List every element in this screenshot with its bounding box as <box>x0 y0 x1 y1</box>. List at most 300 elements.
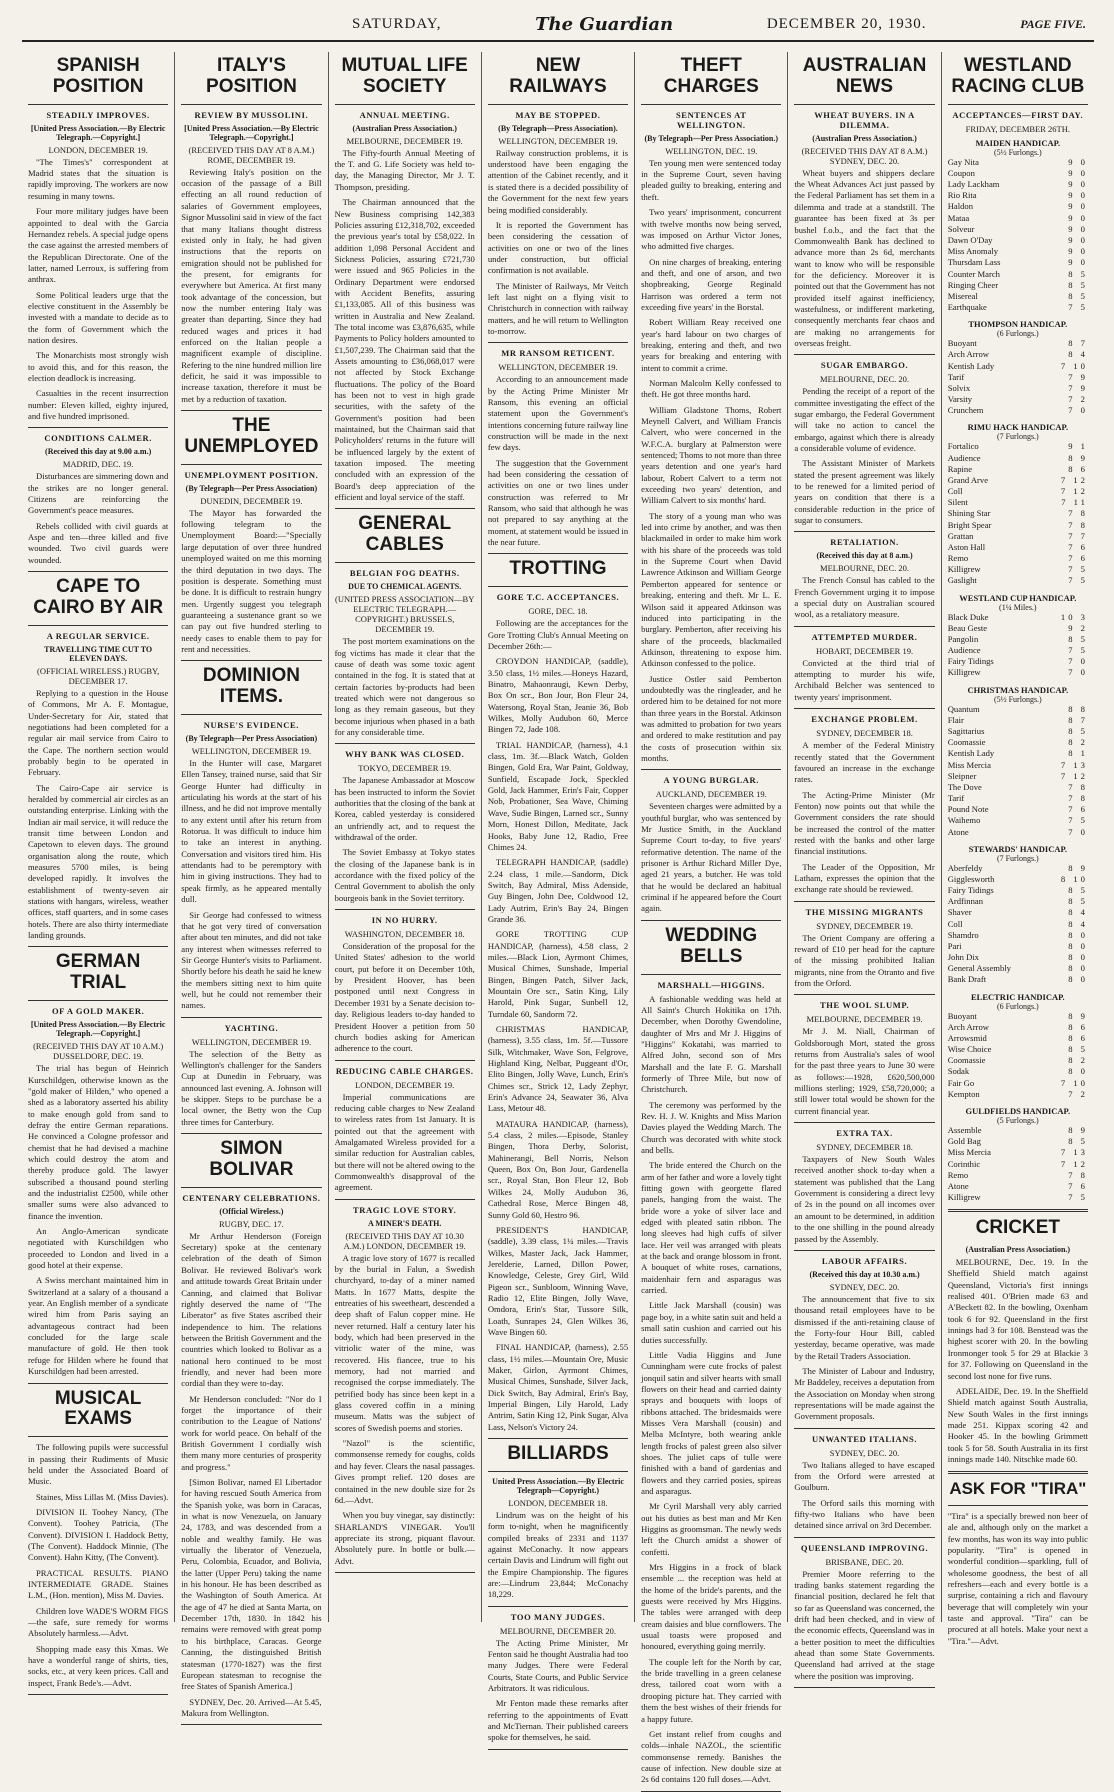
article-paragraph: The trial has begun of Heinrich Kurschildgen, otherwise known as the "gold maker of Hilden," who opened a shed as a laboratory asserted his ability to make enough gold from sand to defray the entire German reparations. He convinced a Cologne professor and chemist that he had devised a machine which could destroy the atom and thereby produce gold. The lawyer subscribed a thousand pound sterling and the industrialist £2500, while other smaller sums were also advanced to finance the invention. <box>28 1063 169 1221</box>
horse-weight: 7 0 <box>1068 405 1088 416</box>
article-dateline: SYDNEY, DEC. 20. <box>829 1447 900 1458</box>
race-distance: (1¼ Miles.) <box>999 602 1037 612</box>
article-paragraph: The Mayor has forwarded the following telegram to the Unemployment Board:—"Specially large deputation of over three hundred unemployed waited on me this morning the third deputation in two days. The position is desperate. Something must be done. It is difficult to restrain hungry men. Urgently suggest you telegraph guaranteeing a sustenance grant so we can pay out five hundred sterling to needy cases to enable them to pay for rent and necessities. <box>181 507 322 654</box>
divider <box>794 1122 934 1123</box>
horse-name: Bright Spear <box>947 519 992 530</box>
article-paragraph: The Japanese Ambassador at Moscow has been instructed to inform the Soviet authorities that the closing of the bank at Korea, cabled yesterday is considered an unfriendly act, and to request the withdrawal of the order. <box>334 775 475 843</box>
horse-weight: 9 1 <box>1068 441 1088 452</box>
article-subhead: THE WOOL SLUMP. <box>820 1000 910 1011</box>
horse-name: Haldon <box>947 201 973 212</box>
article-paragraph: [Simon Bolivar, named El Libertador for having rescued South America from the Spanish yoke, was born in Caracas, in what is now Venezuela, on January 24, 1783, and was descended from a noble and wealthy family. He was virtually the liberator of Venezuela, Peru, Colombia, Ecuador, and Bolivia, the latter (Upper Peru) taking the name in his honour. He has been described as the Washington of South America. At the age of 47 he died at Santa Marta, on December 17th, 1830. In 1842 his remains were removed with great pomp to his birthplace, Caracas. George Canning, the distinguished British statesman (1770-1827) was the first European statesman to recognise the free States of Spanish America.] <box>181 1477 322 1692</box>
article-paragraph: A Swiss merchant maintained him in Switzerland at a salary of a thousand a year. An English member of a syndicate wired him from Paris saying an advantageous contract had been concluded for the large scale manufacture of gold. He then took refuge for Hilden where he found that Kurschildgen had been arrested. <box>28 1275 169 1377</box>
article-subhead: A REGULAR SERVICE. <box>46 630 150 641</box>
horse-weight: 8 9 <box>1068 452 1088 463</box>
article-dateline: SYDNEY, DECEMBER 18. <box>816 728 913 739</box>
horse-weight: 8 5 <box>1068 1044 1088 1055</box>
horse-name: Black Duke <box>947 611 989 622</box>
horse-weight: 8 0 <box>1068 940 1088 951</box>
article-subhead: LABOUR AFFAIRS. <box>821 1255 908 1266</box>
race-entry <box>948 553 1088 564</box>
divider <box>641 104 781 105</box>
article-paragraph: Two Italians alleged to have escaped from the Orford were arrested at Goulburn. <box>794 1459 935 1493</box>
article-dateline: WELLINGTON, DECEMBER 19. <box>191 746 312 757</box>
race-entry <box>948 383 1088 394</box>
article-subhead: SUGAR EMBARGO. <box>820 360 909 371</box>
horse-weight: 8 5 <box>1068 268 1088 279</box>
race-entry <box>948 257 1088 268</box>
article-paragraph: The Minister of Labour and Industry, Mr Baddeley, receives a deputation from the Association on Monday when strong representations will be made against the Government proposals. <box>794 1365 935 1422</box>
race-card <box>948 422 1088 586</box>
article-headline: SIMON BOLIVAR <box>209 1138 294 1180</box>
divider <box>794 354 934 355</box>
article-subhead: MAY BE STOPPED. <box>515 109 601 120</box>
article <box>335 514 475 744</box>
article-paragraph: The French Consul has cabled to the French Government urging it to impose a special duty on Australian scoured wool, as a retaliatory measure. <box>794 575 935 620</box>
horse-name: Tarif <box>947 371 965 382</box>
race-entry <box>948 1159 1088 1170</box>
article-credit: TRAVELLING TIME CUT TO ELEVEN DAYS. <box>44 644 153 663</box>
horse-name: Tarif <box>947 793 965 804</box>
article <box>28 433 168 572</box>
horse-name: Kentish Lady <box>947 360 995 371</box>
race-entry <box>948 612 1088 623</box>
horse-weight: 9 0 <box>1068 179 1088 190</box>
horse-weight: 9 0 <box>1068 212 1088 223</box>
article-subhead: REDUCING CABLE CHARGES. <box>335 1065 474 1076</box>
column-6 <box>788 52 941 1681</box>
horse-weight: 7 13 <box>1060 1147 1088 1158</box>
article-paragraph: Wheat buyers and shippers declare the Wheat Advances Act just passed by the Federal Parliament has set them in a dilemma and trade at a standstill. The guarantee has been fixed at 3s per bushel f.o.b., and the fact that the Commonwealth Bank has declined to advance more than 2s 6d, merchants want to know who will be responsible for the deficiency. Moreover it is pointed out that the Government has not provided itself against inefficiency, wastefulness, or indifferent marketing, consequently merchants fear chaos and are making no arrangements for overseas freight. <box>794 167 935 348</box>
cricket-credit: (Australian Press Association.) <box>965 1245 1071 1255</box>
article-paragraph: The story of a young man who was led into crime by another, and was then blackmailed in order to make him work with his share of the proceeds was told in the Supreme Court when David Lawrence Atkinson and William George Pemberton appeared for sentence or breaking, entering and theft. Mr L. E. Wilson said it appeared Atkinson was induced into participating in the burglary. Pemberton, after receiving his share of the proceeds, blackmailed Atkinson, threatening to expose him. Atkinson confessed to the police. <box>641 510 782 669</box>
race-entry <box>948 179 1088 190</box>
horse-name: Coomassie <box>947 1055 986 1066</box>
article <box>335 1066 475 1200</box>
horse-name: Coll <box>947 918 963 929</box>
divider <box>28 104 168 105</box>
horse-name: Arch Arrow <box>947 1021 989 1032</box>
article-paragraph: The suggestion that the Government had been considering the cessation of activities on one or two lines under construction was referred to Mr Ransom, who said that although he was not prepared to say anything at the moment, at statement would be issued in the near future. <box>487 457 629 548</box>
article-paragraph: A fashionable wedding was held at All Saint's Church Hokitika on 17th. December, when Dorothy Gwendoline, daughter of Mrs and Mr J. Higgins of "Higgins" Kokatahi, was married to Alfred John, second son of Mrs Marshall and the late F. G. Marshall formerly of Three Mile, but now of Christchurch. <box>641 993 782 1095</box>
horse-name: Rapine <box>947 463 973 474</box>
divider <box>794 1428 934 1429</box>
race-entry <box>948 235 1088 246</box>
race-entry <box>948 497 1088 508</box>
column-7 <box>942 52 1094 1646</box>
columns <box>22 52 1094 1785</box>
divider <box>488 104 628 105</box>
horse-weight: 7 10 <box>1060 1077 1088 1088</box>
race-entry <box>948 1181 1088 1192</box>
horse-name: Varsity <box>947 394 973 405</box>
horse-weight: 8 0 <box>1068 974 1088 985</box>
column-1 <box>22 52 175 1688</box>
horse-weight: 8 0 <box>1068 1066 1088 1077</box>
article-paragraph: The Cairo-Cape air service is heralded by commercial air circles as an outstanding enterprise. Linking with the Indian air mail service, it will reduce the transit time between London and Capetown to eleven days. The ground organisation along the route, which measures 5700 miles, is being developed rapidly. It involves the establishment of twenty-seven air stations with hangars, wireless, weather offices, staff quarters, and in some cases hotels. There are also thirty intermediate landing grounds. <box>28 782 169 941</box>
masthead-paper-name: The Guardian <box>535 14 674 35</box>
racing-subhead: ACCEPTANCES—FIRST DAY. <box>952 109 1084 120</box>
article-subhead: OF A GOLD MAKER. <box>51 1006 145 1017</box>
horse-weight: 8 6 <box>1068 1021 1088 1032</box>
article-dateline: MELBOURNE, DECEMBER 19. <box>806 1014 923 1025</box>
race-entry <box>948 1022 1088 1033</box>
article <box>641 56 781 770</box>
article <box>794 1543 934 1688</box>
article-paragraph: Premier Moore referring to the trading banks statement regarding the financial position, declared he felt that so far as Queensland was concerned, the drift had been checked, and in view of the economic effects, Queensland was in a better position to meet the difficulties ahead than some State Governments. Queensland had arrived at the stage where the position was improving. <box>794 1568 935 1681</box>
article-paragraph: Rebels collided with civil guards at Aspe and ten—three killed and five wounded. Two civil guards were wounded. <box>28 520 169 565</box>
horse-weight: 8 9 <box>1068 1010 1088 1021</box>
horse-weight: 8 9 <box>1068 862 1088 873</box>
article-paragraph: The ceremony was performed by the Rev. H. J. W. Knights and Miss Marion Davies played the Wedding March. The Church was decorated with white stock and bells. <box>641 1099 782 1155</box>
horse-name: Sagittarius <box>947 726 985 736</box>
horse-name: Waihemo <box>947 815 981 826</box>
article-paragraph: CHRISTMAS HANDICAP, (harness), 3.55 class, 1m. 5f.—Tussore Silk, Witchmaker, Wave Son, Felgrove, Highland King, Nelbar, Puggeant d'Or, Elito Bingen, Jolly Wave, Lunch, Erin's Chimes scr., Strick 12, Lady Zephyr, Erin's Advance 24, Seawater 36, Alva Lass, Metour 48. <box>487 1024 629 1114</box>
article-dateline: HOBART, DECEMBER 19. <box>816 645 914 656</box>
race-entry <box>948 280 1088 291</box>
horse-name: Kempton <box>947 1088 980 1099</box>
article <box>335 1205 475 1573</box>
horse-name: Buoyant <box>947 338 977 349</box>
divider <box>181 410 321 411</box>
horse-weight: 7 12 <box>1060 486 1088 497</box>
race-entry <box>948 1192 1088 1203</box>
divider <box>28 1694 168 1695</box>
article-paragraph: DIVISION II. Toohey Nancy, (The Convent). Toohey Patricia, (The Convent). DIVISION I. Haddock Betty, (The Convent). Haddock Minnie, (The Convent). Hahn Kitty, (The Convent). <box>28 1507 169 1563</box>
race-entry <box>948 405 1088 416</box>
article-paragraph: The announcement that five to six thousand retail employees have to be dismissed if the anti-retaining clause of the Forty-four Hour Bill, cabled yesterday, became operative, was made by the Retail Traders Association. <box>794 1293 935 1361</box>
article-paragraph: SYDNEY, Dec. 20. Arrived—At 5.45, Makura from Wellington. <box>181 1696 322 1718</box>
article-paragraph: Little Jack Marshall (cousin) was page boy, in a white satin suit and held a small satin cushion and carried out his duties successfully. <box>641 1300 782 1345</box>
article-subhead: REVIEW BY MUSSOLINI. <box>194 109 309 120</box>
race-entry <box>948 168 1088 179</box>
article-credit: (Received this day at 8 a.m.) <box>816 551 913 561</box>
horse-weight: 8 5 <box>1068 290 1088 301</box>
article-headline: MUTUAL LIFE SOCIETY <box>341 55 468 97</box>
horse-weight: 8 5 <box>1068 896 1088 907</box>
article-paragraph: Imperial communications are reducing cable charges to New Zealand to wireless rates from 1st January. It is pointed out that the agreement with Amalgamated Wireless provided for a similar reduction for Australian cables, but there will not be altered owing to the Commonwealth's disapproval of the agreement. <box>334 1091 475 1193</box>
article-paragraph: The Orford sails this morning with fifty-two Italians who have been detained since arrival on 3rd December. <box>794 1497 935 1531</box>
article-paragraph: GORE TROTTING CUP HANDICAP, (harness), 4.58 class, 2 miles.—Black Lion, Ayrmont Chimes, Musical Chimes, Sunshade, Imperial Bingen, Bingen Patch, Silver Jack, Mountain Ore scr., Satin King, Lily Harold, Pink Sugar, Sunbell 12, Turndale 60, Sandorm 72. <box>487 929 629 1019</box>
article-paragraph: The Minister of Railways, Mr Veitch left last night on a flying visit to Christchurch in connection with railway matters, and he will return to Wellington to-morrow. <box>487 280 629 336</box>
article-paragraph: Disturbances are simmering down and the strikes are no longer general. Citizens are reinforcing the Government's peace measures. <box>28 471 169 516</box>
horse-weight: 7 6 <box>1068 1180 1088 1191</box>
article-credit: (By Telegraph—Press Association). <box>498 123 618 133</box>
horse-weight: 7 0 <box>1068 826 1088 837</box>
article <box>488 56 628 343</box>
horse-name: Corinthic <box>947 1158 981 1169</box>
article <box>794 907 934 996</box>
race-entry <box>948 486 1088 497</box>
race-distance: (7 Furlongs.) <box>996 432 1039 442</box>
divider <box>28 427 168 428</box>
article-paragraph: An Anglo-American syndicate negotiated with Kurschildgen who proceeded to London and lived in a good hotel at their expense. <box>28 1226 169 1271</box>
horse-weight: 7 6 <box>1068 804 1088 815</box>
race-entry <box>948 201 1088 212</box>
article-paragraph: Little Vadia Higgins and June Cunningham were cute frocks of palest jonquil satin and silver hearts with small flowers on their head and carried dainty sprays and bouquets with loops of ribbons attached. The bridesmaids were Misses Vera Marshall (cousin) and Melba McIntyre, both wearing ankle length frocks of palest green also silver shoes. The juliet caps of tulle were finished with a band of gardenias and flowers and they carried posies, spireas and asparagus. <box>641 1349 782 1496</box>
race-entry <box>948 213 1088 224</box>
divider <box>181 1187 321 1188</box>
horse-name: Gigglesworth <box>947 873 995 884</box>
race-entry <box>948 974 1088 985</box>
article-credit: (Official Wireless.) <box>219 1206 284 1216</box>
race-entry <box>948 1044 1088 1055</box>
race-entry <box>948 930 1088 941</box>
horse-name: General Assembly <box>947 963 1011 974</box>
divider <box>794 1687 934 1688</box>
race-name: STEWARDS' HANDICAP. <box>968 843 1068 854</box>
race-entry <box>948 224 1088 235</box>
divider <box>488 1606 628 1607</box>
horse-weight: 7 9 <box>1068 371 1088 382</box>
horse-name: Miss Mercia <box>947 759 991 770</box>
horse-weight: 7 2 <box>1068 394 1088 405</box>
article <box>335 749 475 910</box>
masthead-page-number: PAGE FIVE. <box>1020 17 1086 31</box>
article-paragraph: On nine charges of breaking, entering and theft, and one of arson, and two shopbreaking, George Reginald Harrison was ordered a term not exceeding five years' in the Borstal. <box>641 256 782 312</box>
article-paragraph: The Acting-Prime Minister (Mr Fenton) now points out that while the Government considers the rate should be increased the control of the matter rested with the banks and other large financial institutions. <box>794 789 935 857</box>
article-paragraph: When you buy vinegar, say distinctly: SHARLAND'S VINEGAR. You'll appreciate its strong, piquant flavour. Absolutely pure. In bottle or bulk.—Advt. <box>334 1510 475 1566</box>
horse-weight: 7 0 <box>1068 667 1088 678</box>
race-entry <box>948 952 1088 963</box>
article-paragraph: The Acting Prime Minister, Mr Fenton said he thought Australia had too many Judges. There were Federal Courts, State Courts, and Public Service Arbitrators. It was ridiculous. <box>487 1637 629 1694</box>
horse-name: Fairy Tidings <box>947 885 994 896</box>
race-entry <box>948 656 1088 667</box>
divider <box>28 1383 168 1384</box>
race-card <box>948 593 1088 679</box>
divider <box>181 1724 321 1725</box>
race-list <box>948 138 1088 1203</box>
article-credit: [United Press Association.—By Electric Telegraph.—Copyright.] <box>184 123 319 142</box>
horse-weight: 7 10 <box>1060 360 1088 371</box>
divider <box>794 994 934 995</box>
article-subhead: A YOUNG BURGLAR. <box>663 775 759 786</box>
article-credit: [United Press Association.—By Electric Telegraph.—Copyright.] <box>30 1020 166 1039</box>
article-paragraph: Some Political leaders urge that the elective constituent in the Assembly be invested with a mandate to decide as to the form of Government which the nation desires. <box>28 289 169 345</box>
article-dateline: SYDNEY, DECEMBER 18. <box>816 1142 913 1153</box>
race-entry <box>948 246 1088 257</box>
race-entry <box>948 1089 1088 1100</box>
divider <box>28 1436 168 1437</box>
article-subhead: EXTRA TAX. <box>836 1128 893 1139</box>
divider <box>641 1791 781 1792</box>
horse-weight: 8 5 <box>1068 1136 1088 1147</box>
race-entry <box>948 1066 1088 1077</box>
racing-headline: WESTLAND RACING CLUB <box>951 55 1085 97</box>
horse-name: Counter March <box>947 268 1000 279</box>
cricket-headline: CRICKET <box>975 1217 1061 1239</box>
article-paragraph: According to an announcement made by the Acting Prime Minister Mr Ransom, this evening an official statement upon the Government's intentions concerning future railway line construction will be made in the next few days. <box>487 374 629 453</box>
horse-name: Gaslight <box>947 575 977 586</box>
article-paragraph: Mr Fenton made these remarks after referring to the appointments of Evatt and McTiernan. Their published careers spoke for themselves, he said. <box>487 1698 629 1743</box>
horse-name: Sleipner <box>947 770 977 781</box>
horse-weight: 7 11 <box>1061 497 1088 508</box>
divider <box>335 1572 475 1573</box>
horse-weight: 8 5 <box>1068 633 1088 644</box>
article-subhead: RETALIATION. <box>830 537 899 548</box>
article-paragraph: Seventeen charges were admitted by a youthful burglar, who was sentenced by Mr Justice Smith, in the Auckland Supreme Court to-day, to five years' reformative detention. The name of the prisoner is Arthur Richard Miller Dye, aged 21 years, a butcher. He was told that he would be declared an habitual criminal if he appeared before the Court again. <box>641 801 782 914</box>
horse-weight: 8 5 <box>1068 726 1088 736</box>
article <box>794 56 934 355</box>
horse-name: Shaver <box>947 907 972 918</box>
race-distance: (5½ Furlongs.) <box>993 147 1042 157</box>
article-dateline: SYDNEY, DECEMBER 19. <box>816 920 913 931</box>
horse-name: Fairy Tidings <box>947 656 994 667</box>
article-paragraph: Four more military judges have been appointed to deal with the Garcia Hernandez rebels. A special judge opens the case against the arrested members of the Republican Directorate. One of the latter, named Lerroux, is suffering from anthrax. <box>28 206 169 285</box>
horse-weight: 7 8 <box>1068 793 1088 804</box>
article-dateline: LONDON, DECEMBER 19. <box>355 1079 455 1090</box>
divider <box>641 974 781 975</box>
article-dateline: WASHINGTON, DECEMBER 18. <box>344 929 465 940</box>
race-entry <box>948 1055 1088 1066</box>
article-paragraph: In the Hunter will case, Margaret Ellen Tansey, trained nurse, said that Sir George Hunter had difficulty in articulating his words at the start of his illness, and he did not improve mentally to any extent until after his return from Rotorua. It was difficult to induce him to take an interest in anything. Conversation and visitors tired him. His attendants had to be peremptory with him in giving instructions. They had to speak firmly, as he appeared mentally dull. <box>181 758 322 905</box>
article-headline: ITALY'S POSITION <box>206 55 297 97</box>
horse-name: Wise Choice <box>947 1044 992 1055</box>
horse-name: Sodak <box>947 1066 970 1077</box>
article-subhead: WHY BANK WAS CLOSED. <box>345 749 465 760</box>
masthead-date: DECEMBER 20, 1930. <box>766 16 927 32</box>
article <box>28 952 168 1383</box>
horse-name: Shining Star <box>947 508 991 519</box>
divider <box>794 104 934 105</box>
article-subhead: ANNUAL MEETING. <box>359 109 450 120</box>
article-headline: TROTTING <box>509 558 607 580</box>
horse-name: Pound Note <box>947 804 989 815</box>
article-subhead: ATTEMPTED MURDER. <box>811 631 918 642</box>
article-paragraph: The Orient Company are offering a reward of £10 per head for the capture of the missing prohibited Italian migrants, nine from the Otranto and five from the Orford. <box>794 932 935 988</box>
article-dateline: RUGBY, DEC. 17. <box>219 1218 284 1229</box>
horse-weight: 7 5 <box>1068 645 1088 656</box>
race-entry <box>948 508 1088 519</box>
race-entry <box>948 634 1088 645</box>
article-credit: [United Press Association.—By Electric Telegraph.—Copyright.] <box>30 123 166 142</box>
horse-weight: 8 5 <box>1068 279 1088 290</box>
horse-weight: 7 8 <box>1068 1169 1088 1180</box>
article-subhead: BELGIAN FOG DEATHS. <box>349 568 460 579</box>
divider <box>641 769 781 770</box>
race-entry <box>948 269 1088 280</box>
article-dateline: LONDON, DECEMBER 19. <box>48 144 148 155</box>
article <box>335 915 475 1060</box>
divider <box>948 1209 1088 1212</box>
article <box>794 1000 934 1123</box>
article-paragraph: Justice Ostler said Pemberton undoubtedly was the ringleader, and he ordered him to be detained for not more than three years in the Borstal. Atkinson was admitted to probation for two years and ordered to make restitution and pay the costs of prosecution within six months. <box>641 673 782 763</box>
article-dateline: (RECEIVED THIS DAY AT 8 A.M.) ROME, DECEMBER 19. <box>188 144 315 165</box>
horse-weight: 9 2 <box>1068 622 1088 633</box>
article <box>488 559 628 1439</box>
horse-name: Buoyant <box>947 1010 977 1021</box>
article-headline: WEDDING BELLS <box>665 924 758 967</box>
divider <box>794 626 934 627</box>
article-paragraph: Mr Cyril Marshall very ably carried out his duties as best man and Mr Ken Higgins as groomsman. The newly weds left the Church amidst a shower of confetti. <box>641 1501 782 1557</box>
divider <box>794 531 934 532</box>
article-paragraph: The bride entered the Church on the arm of her father and wore a lovely tight fitting gown with georgette flared panels, hanging from the waist. The bride wore a yoke of silver lace and edged with pleated satin ribbon. The long sleeves had high cuffs of silver lace. Her veil was arranged with pleats at the back and orange blossom in front. A bouquet of white roses, carnations, maidenhair fern and asparagus was carried. <box>641 1160 782 1296</box>
horse-name: Silent <box>947 497 968 508</box>
divider <box>488 342 628 343</box>
divider <box>28 1000 168 1001</box>
horse-weight: 7 12 <box>1060 474 1088 485</box>
horse-name: Gold Bag <box>947 1136 981 1147</box>
horse-name: Coll <box>947 486 963 497</box>
article-paragraph: The Assistant Minister of Markets stated the present agreement was likely to be renewed for a limited period of years on condition that there is a considerable reduction in the price of sugar to consumers. <box>794 458 935 526</box>
horse-name: The Dove <box>947 781 982 792</box>
article-paragraph: Staines, Miss Lillas M. (Miss Davies). <box>36 1491 169 1502</box>
divider <box>181 660 321 661</box>
article-dateline: (RECEIVED THIS DAY AT 8 A.M.) SYDNEY, DEC. 20. <box>801 145 928 166</box>
racing-date: FRIDAY, DECEMBER 26TH. <box>965 123 1071 134</box>
race-entry <box>948 190 1088 201</box>
article-subhead: STEADILY IMPROVES. <box>46 109 150 120</box>
race-entry <box>948 1125 1088 1136</box>
horse-name: Killigrew <box>947 1192 981 1203</box>
divider <box>794 1537 934 1538</box>
horse-name: Atone <box>947 826 969 837</box>
race-entry <box>948 564 1088 575</box>
horse-weight: 8 6 <box>1068 1032 1088 1043</box>
article-dateline: DUNEDIN, DECEMBER 19. <box>200 495 303 506</box>
race-entry <box>948 760 1088 771</box>
horse-name: Ardfinnan <box>947 896 984 907</box>
article-headline: THEFT CHARGES <box>663 55 759 97</box>
race-entry <box>948 963 1088 974</box>
race-entry <box>948 1078 1088 1089</box>
race-entry <box>948 157 1088 168</box>
horse-name: Remo <box>947 553 969 564</box>
divider <box>335 1199 475 1200</box>
horse-name: Quantum <box>947 703 980 714</box>
horse-weight: 8 8 <box>1068 703 1088 714</box>
race-entry <box>948 302 1088 313</box>
article-paragraph: Get instant relief from coughs and colds—inhale NAZOL, the scientific commonsense remedy. Banishes the cause of infection. New double size at 2s 6d contains 120 full doses.—Advt. <box>641 1728 782 1785</box>
horse-weight: 9 0 <box>1068 190 1088 201</box>
article-paragraph: PRESIDENT'S HANDICAP, (saddle), 3.39 class, 1¼ miles.—Travis Wilkes, Master Jack, Jack Hammer, Jerelderie, Larned, Dillon Power, Knowledge, Celeste, Grey Girl, Wild Pigeon scr., Sunbloom, Winning Wave, Radio 12, Elite Bingen, Jolly Wave, Omdora, Erin's Star, Tussore Silk, Loath, Sunrapes 24, Glen Wilkes 36, Wave Bingen 60. <box>487 1224 629 1337</box>
horse-weight: 7 12 <box>1060 1158 1088 1169</box>
article-headline: DOMINION ITEMS. <box>202 665 300 708</box>
horse-weight: 8 2 <box>1068 737 1088 748</box>
race-entry <box>948 748 1088 759</box>
divider <box>488 586 628 587</box>
horse-weight: 7 2 <box>1068 1088 1088 1099</box>
race-entry <box>948 531 1088 542</box>
race-entry <box>948 1136 1088 1147</box>
article-paragraph: Taxpayers of New South Wales received another shock to-day when a statement was published that the Lang Government is considering a direct levy of 2s in the pound on all incomes over an amount to be determined, in addition to the one shilling in the pound already passed by the Assembly. <box>794 1154 935 1244</box>
article-subhead: UNEMPLOYMENT POSITION. <box>184 469 319 480</box>
article-paragraph: PRACTICAL RESULTS. PIANO INTERMEDIATE GRADE. Staines L.M., (Hon. mention), Miss M. Davies. <box>28 1567 169 1601</box>
race-entry <box>948 782 1088 793</box>
horse-name: Solvix <box>947 382 971 393</box>
race-entry <box>948 896 1088 907</box>
horse-name: Grand Arve <box>947 474 989 485</box>
article-headline: THE UNEMPLOYED <box>184 415 319 457</box>
article-credit: United Press Association.—By Electric Telegraph—Copyright.) <box>492 1476 624 1495</box>
race-entry <box>948 441 1088 452</box>
horse-name: Remo <box>947 1169 969 1180</box>
divider <box>28 571 168 572</box>
article-paragraph: The Monarchists most strongly wish to avoid this, and for this reason, the election deadlock is increasing. <box>28 350 169 383</box>
race-name: MAIDEN HANDICAP. <box>975 137 1061 148</box>
article-headline: GERMAN TRIAL <box>55 951 141 994</box>
race-entry <box>948 349 1088 360</box>
race-card <box>948 1106 1088 1203</box>
horse-name: Arch Arrow <box>947 349 989 360</box>
article <box>794 1434 934 1538</box>
divider <box>641 920 781 921</box>
race-entry <box>948 793 1088 804</box>
article-paragraph: Lindrum was on the height of his form to-night, when he magnificently compiled breaks of 2331 and 1137 against McConachy. It now appears certain Davis and Lindrum will fight out the Empire Championship. The figures are:—Lindrum 23,844; McConachy 18,229. <box>487 1509 629 1600</box>
race-entry <box>948 1011 1088 1022</box>
article-dateline: BRISBANE, DEC. 20. <box>825 1556 904 1567</box>
article-paragraph: Mr Henderson concluded: "Nor do I forget the importance of their contribution to the League of Nations' work for world peace. On behalf of the British Government I cordially wish them many more centuries of prosperity and progress." <box>181 1393 322 1472</box>
horse-name: Grattan <box>947 530 974 541</box>
